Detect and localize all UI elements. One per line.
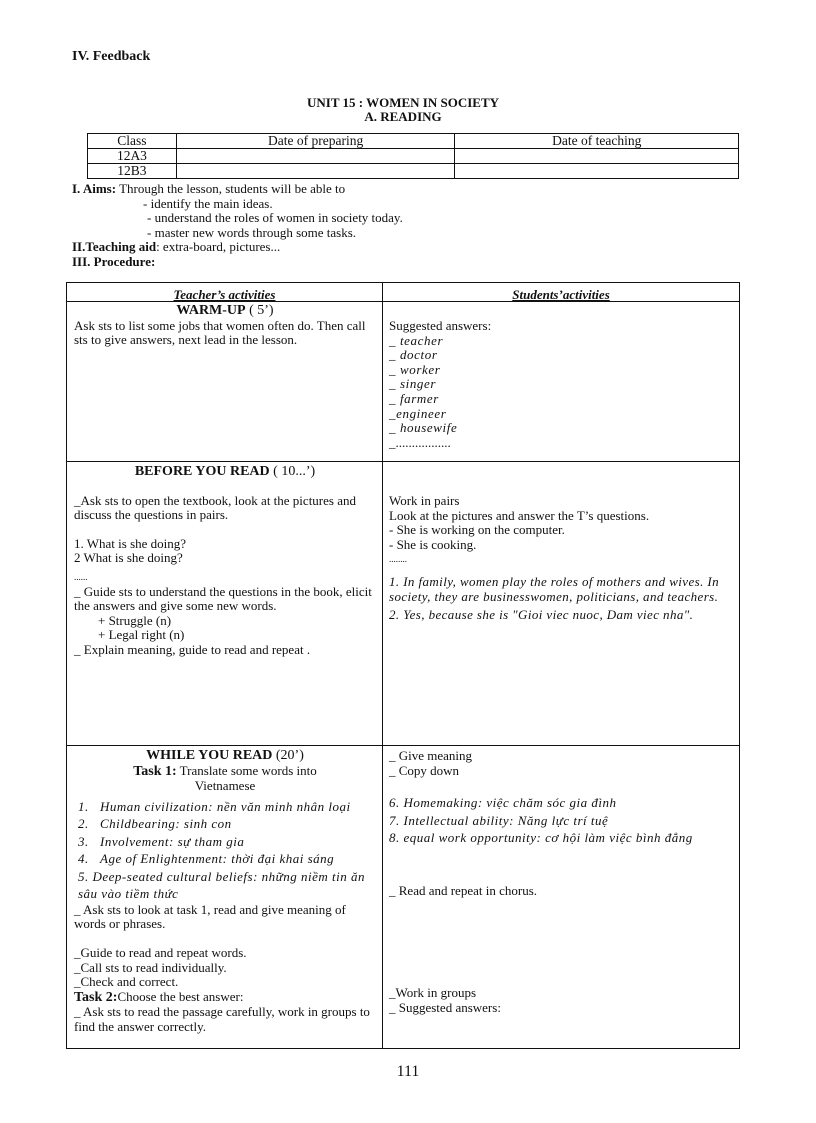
vocab-text: Childbearing: sinh con: [100, 816, 232, 832]
aims-intro: Through the lesson, students will be able to: [119, 181, 346, 196]
before-s5: ........: [389, 554, 407, 565]
table-cell: 12A3: [88, 149, 177, 164]
while-t5: _ Ask sts to read the passage carefully, work in groups to find the answer correctly.: [74, 1004, 370, 1034]
teacher-activities-header: Teacher’s activities: [173, 287, 276, 302]
procedure-table: [66, 282, 740, 1049]
aims-item: - understand the roles of women in society today.: [147, 210, 403, 226]
vocab-number: 1.: [78, 798, 89, 814]
list-item: [74, 815, 376, 833]
list-item: 6. Homemaking: việc chăm sóc gia đình: [389, 795, 617, 811]
unit-title: UNIT 15 : WOMEN IN SOCIETY: [306, 95, 500, 110]
before-s4: - She is cooking.: [389, 536, 477, 552]
list-item: [74, 798, 376, 816]
aims-item: - master new words through some tasks.: [147, 224, 357, 240]
task1-text: Translate some words into Vietnamese: [179, 762, 317, 794]
table-header: Date of preparing: [176, 134, 455, 149]
list-item: [74, 850, 376, 868]
students-activities-header: Students’activities: [512, 287, 610, 302]
warmup-time: ( 5’): [249, 303, 274, 318]
before-t2: _ Guide sts to understand the questions in the book, elicit the answers and give some new words.: [74, 583, 372, 614]
warmup-teacher-text: Ask sts to list some jobs that women often do. Then call sts to give answers, next lead in the lesson.: [74, 317, 366, 348]
while-s3: _ Read and repeat in chorus.: [389, 882, 538, 898]
table-header: Date of teaching: [455, 134, 739, 149]
before-dots: ......: [74, 571, 88, 582]
before-w1: + Struggle (n): [98, 612, 172, 628]
list-item: 8. equal work opportunity: cơ hội làm việc bình đẳng: [389, 830, 693, 846]
vocab-text: Human civilization: nền văn minh nhân loại: [100, 798, 351, 814]
list-item: _ housewife: [389, 420, 458, 436]
vocab-number: 4.: [78, 851, 89, 867]
table-row: [88, 164, 739, 179]
before-s1: Work in pairs: [389, 493, 460, 508]
list-item: [74, 833, 376, 851]
table-cell: [176, 164, 455, 179]
warmup-title: WARM-UP: [176, 303, 246, 318]
task2-text: Choose the best answer:: [117, 988, 244, 1004]
aims-label: I. Aims:: [72, 181, 117, 196]
teaching-aid-text: : extra-board, pictures...: [156, 239, 281, 255]
before-q2: 2 What is she doing?: [74, 550, 183, 566]
before-s3: - She is working on the computer.: [389, 522, 565, 538]
before-s2: Look at the pictures and answer the T’s questions.: [389, 507, 650, 523]
page-number: 111: [396, 1063, 420, 1080]
list-item: _ farmer: [389, 390, 439, 406]
vocab-text: Involvement: sự tham gia: [100, 833, 245, 849]
table-cell: [176, 149, 455, 164]
vocab-number: 2.: [78, 816, 89, 832]
table-row: [88, 149, 739, 164]
table-row: [88, 134, 739, 149]
feedback-heading: IV. Feedback: [72, 49, 151, 64]
while-teacher: [74, 749, 376, 1035]
task1-label: Task 1:: [133, 763, 177, 779]
before-time: ( 10...’): [273, 464, 316, 479]
before-t1: _Ask sts to open the textbook, look at the pictures and discuss the questions in pairs.: [74, 492, 356, 523]
list-item: _ worker: [389, 361, 441, 377]
while-t1: _ Ask sts to look at task 1, read and give meaning of words or phrases.: [74, 901, 346, 932]
while-t4: _Check and correct.: [74, 974, 179, 990]
table-cell: 12B3: [88, 164, 177, 179]
while-s5: _ Suggested answers:: [389, 999, 501, 1015]
before-s7: 2. Yes, because she is "Gioi viec nuoc, Dam viec nha".: [389, 607, 694, 623]
while-time: (20’): [275, 748, 304, 763]
warmup-students-intro: Suggested answers:: [389, 318, 492, 333]
table-cell: [455, 149, 739, 164]
list-item: 7. Intellectual ability: Năng lực trí tuệ: [389, 812, 609, 828]
procedure-label: III. Procedure:: [72, 253, 156, 269]
list-item: _ doctor: [389, 347, 438, 363]
before-t3: _ Explain meaning, guide to read and repeat .: [74, 641, 311, 657]
table-cell: [455, 164, 739, 179]
task2-label: Task 2:: [74, 989, 118, 1005]
while-s1: _ Give meaning: [389, 748, 473, 763]
vocab-number: 3.: [78, 833, 89, 849]
while-t3: _Call sts to read individually.: [74, 959, 227, 975]
before-w2: + Legal right (n): [98, 627, 185, 643]
aims-section: [72, 182, 403, 270]
list-item: _ teacher: [389, 332, 444, 348]
while-s4: _Work in groups: [389, 985, 477, 1001]
before-s6: 1. In family, women play the roles of mothers and wives. In society, they are businesswomen, politicians, and teachers.: [389, 573, 720, 604]
before-title: BEFORE YOU READ: [134, 464, 270, 479]
while-students: [389, 749, 734, 1015]
list-item: _engineer: [389, 405, 447, 421]
before-students: [389, 494, 734, 623]
warmup-teacher: [74, 304, 376, 348]
table-header: Class: [88, 134, 177, 149]
warmup-students: [389, 319, 734, 450]
vocab-text: Age of Enlightenment: thời đại khai sáng: [100, 851, 335, 867]
list-item: _ singer: [389, 376, 437, 392]
while-title: WHILE YOU READ: [146, 748, 273, 763]
before-teacher: [74, 465, 376, 658]
teaching-aid-label: II.Teaching aid: [72, 239, 157, 255]
class-table: [87, 133, 739, 179]
while-t2: _Guide to read and repeat words.: [74, 944, 247, 960]
section-title: A. READING: [364, 109, 442, 124]
while-s2: _ Copy down: [389, 762, 460, 778]
list-item: 5. Deep-seated cultural beliefs: những niềm tin ăn sâu vào tiềm thức: [78, 868, 365, 902]
before-q1: 1. What is she doing?: [74, 535, 187, 551]
list-item: _.................: [389, 434, 451, 450]
aims-item: - identify the main ideas.: [143, 195, 273, 211]
